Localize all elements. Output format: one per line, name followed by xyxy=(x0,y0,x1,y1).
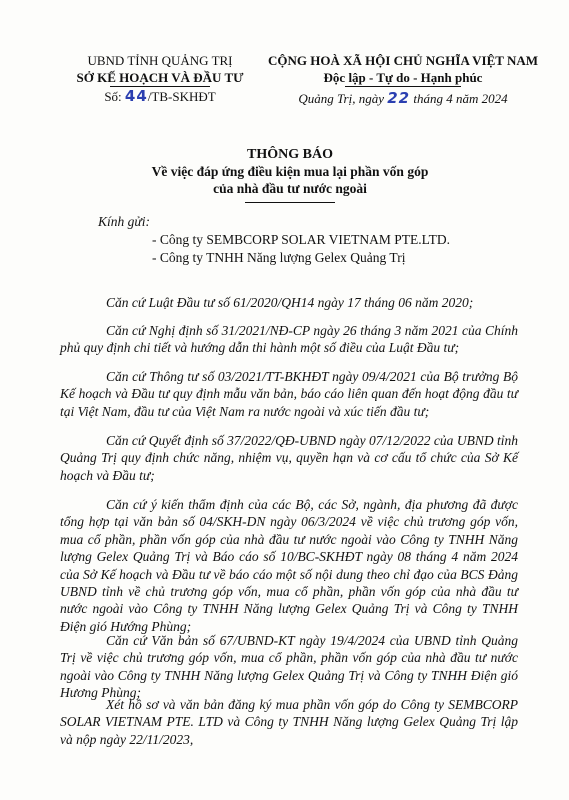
document-title xyxy=(60,146,520,197)
title-line-3: của nhà đầu tư nước ngoài xyxy=(213,181,367,196)
paragraph-6: Căn cứ Văn bản số 67/UBND-KT ngày 19/4/2024 của UBND tỉnh Quảng Trị về việc chủ trương góp vốn, mua cổ phần, phần vốn góp của nhà đầu tư nước ngoài vào Công ty TNHH Năng lượng Gelex Quảng Trị và Công ty TNHH Điện gió Hương Phùng; xyxy=(60,633,518,701)
number-handwritten: 44 xyxy=(124,87,148,105)
title-underline xyxy=(245,202,335,203)
document-number xyxy=(60,88,260,105)
paragraph-3: Căn cứ Thông tư số 03/2021/TT-BKHĐT ngày 09/4/2021 của Bộ trưởng Bộ Kế hoạch và Đầu tư quy định mẫu văn bản, báo cáo liên quan đến hoạt động đầu tư tại Việt Nam, đầu tư của Việt Nam ra nước ngoài và xúc tiến đầu tư; xyxy=(60,369,518,419)
issuer-underline xyxy=(110,86,210,87)
paragraph-2: Căn cứ Nghị định số 31/2021/NĐ-CP ngày 26 tháng 3 năm 2021 của Chính phủ quy định chi tiết và hướng dẫn thi hành một số điều của Luật Đầu tư; xyxy=(60,323,518,356)
document-date xyxy=(253,90,553,107)
issuer-header xyxy=(60,52,260,105)
recipient-1: - Công ty SEMBCORP SOLAR VIETNAM PTE.LTD. xyxy=(152,232,451,247)
paragraph-4: Căn cứ Quyết định số 37/2022/QĐ-UBND ngày 07/12/2022 của UBND tỉnh Quảng Trị quy định chức năng, nhiệm vụ, quyền hạn và cơ cấu tổ chức của Sở Kế hoạch và Đầu tư; xyxy=(60,433,518,483)
nation-motto: Độc lập - Tự do - Hạnh phúc xyxy=(323,70,483,85)
nation-name: CỘNG HOÀ XÃ HỘI CHỦ NGHĨA VIỆT NAM xyxy=(267,53,539,68)
issuer-dept: SỞ KẾ HOẠCH VÀ ĐẦU TƯ xyxy=(76,70,244,85)
recipients-label: Kính gửi: xyxy=(98,214,150,229)
paragraph-5: Căn cứ ý kiến thẩm định của các Bộ, các Sở, ngành, địa phương đã được tổng hợp tại văn bản số 04/SKH-DN ngày 06/3/2024 về việc chủ trương góp vốn, mua cổ phần, phần vốn góp của nhà đầu tư nước ngoài vào Công ty TNHH Năng lượng Gelex Quảng Trị và Báo cáo số 10/BC-SKHĐT ngày 08 tháng 4 năm 2024 của Sở Kế hoạch và Đầu tư về báo cáo một số nội dung theo chỉ đạo của BCS Đảng UBND tỉnh về chủ trương góp vốn, mua cổ phần, phần vốn góp của nhà đầu tư nước ngoài vào Công ty TNHH Năng lượng Gelex Quảng Trị và Công ty TNHH Điện gió Hướng Phùng; xyxy=(60,497,518,634)
paragraph-1: Căn cứ Luật Đầu tư số 61/2020/QH14 ngày 17 tháng 06 năm 2020; xyxy=(106,295,474,310)
date-suffix: tháng 4 năm 2024 xyxy=(413,91,508,106)
date-prefix: Quảng Trị, ngày xyxy=(298,91,384,106)
motto-underline xyxy=(345,86,461,87)
number-prefix: Số: xyxy=(104,89,122,104)
paragraph-7: Xét hồ sơ và văn bản đăng ký mua phần vốn góp do Công ty SEMBCORP SOLAR VIETNAM PTE. LTD và Công ty TNHH Năng lượng Gelex Quảng Trị lập và nộp ngày 22/11/2023, xyxy=(60,697,518,747)
date-day-handwritten: 22 xyxy=(387,89,411,107)
issuer-org: UBND TỈNH QUẢNG TRỊ xyxy=(87,53,233,68)
recipient-2: - Công ty TNHH Năng lượng Gelex Quảng Trị xyxy=(152,250,406,265)
number-suffix: /TB-SKHĐT xyxy=(147,89,216,104)
title-line-2: Về việc đáp ứng điều kiện mua lại phần vốn góp xyxy=(151,164,429,179)
title-line-1: THÔNG BÁO xyxy=(247,147,333,162)
nation-header xyxy=(253,52,553,107)
